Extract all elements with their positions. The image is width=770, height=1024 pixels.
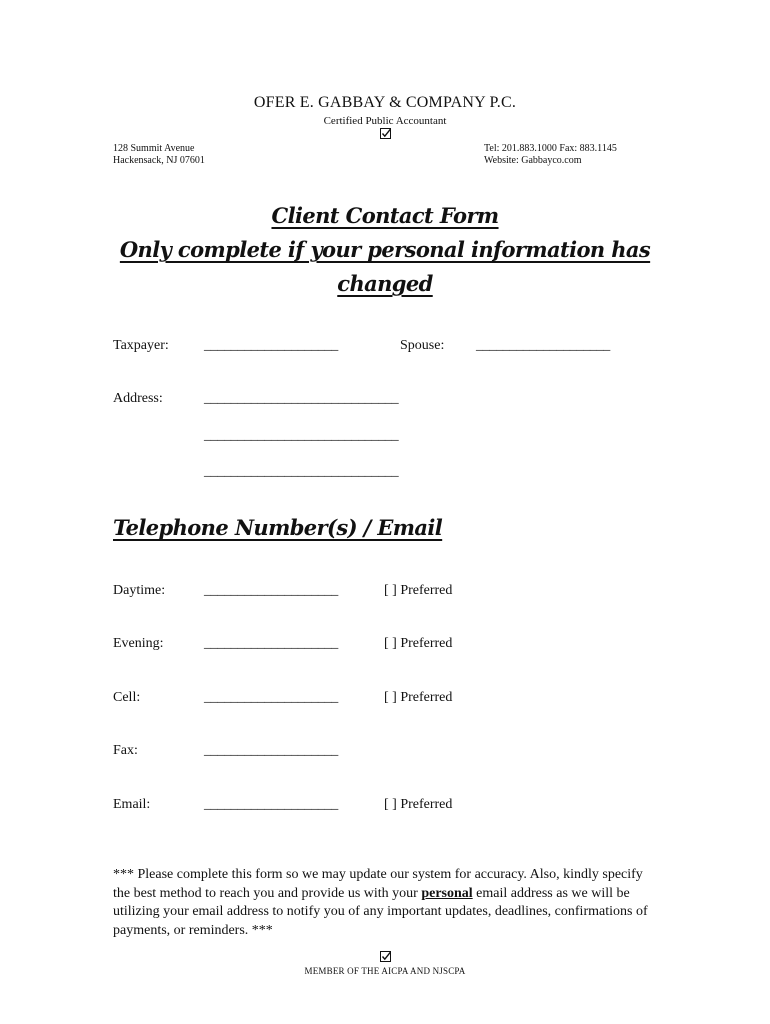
note-text-2: email address as we will be utilizing your email address to notify you of any important updates, deadlines, confirmations of payments, or reminders. *** bbox=[113, 885, 648, 938]
office-address bbox=[113, 143, 205, 167]
fax-field[interactable]: ____________________ bbox=[204, 743, 339, 758]
fax-label: Fax: bbox=[113, 743, 138, 758]
spouse-field[interactable]: ____________________ bbox=[476, 338, 611, 353]
address-field-line-2[interactable]: _____________________________ bbox=[204, 428, 399, 443]
address-label: Address: bbox=[113, 391, 163, 406]
cell-label: Cell: bbox=[113, 690, 141, 705]
note-emphasis: personal bbox=[421, 885, 473, 901]
membership-footer: MEMBER OF THE AICPA AND NJSCPA bbox=[304, 966, 466, 976]
contact-info bbox=[484, 143, 617, 167]
evening-preferred-checkbox[interactable]: [ ] Preferred bbox=[384, 636, 453, 651]
cell-field[interactable]: ____________________ bbox=[204, 690, 339, 705]
email-field[interactable]: ____________________ bbox=[204, 797, 339, 812]
firm-subtitle: Certified Public Accountant bbox=[323, 115, 447, 127]
cell-preferred-checkbox[interactable]: [ ] Preferred bbox=[384, 690, 453, 705]
address-line-2: Hackensack, NJ 07601 bbox=[113, 155, 205, 166]
website: Website: Gabbayco.com bbox=[484, 155, 582, 166]
firm-name: OFER E. GABBAY & COMPANY P.C. bbox=[253, 94, 517, 111]
evening-field[interactable]: ____________________ bbox=[204, 636, 339, 651]
address-field-line-3[interactable]: _____________________________ bbox=[204, 464, 399, 479]
phone-email-heading: Telephone Number(s) / Email bbox=[113, 515, 443, 540]
checkbox-checked-icon bbox=[380, 128, 391, 139]
form-subtitle-line-1: Only complete if your personal information has bbox=[119, 237, 651, 262]
email-label: Email: bbox=[113, 797, 151, 812]
note-text-1: *** Please complete this form so we may update our system for accuracy. Also, kindly specify the best method to reach you and provide us with your bbox=[113, 867, 643, 901]
instructions-note bbox=[113, 866, 658, 940]
evening-label: Evening: bbox=[113, 636, 164, 651]
form-subtitle-line-2: changed bbox=[337, 271, 433, 296]
address-line-1: 128 Summit Avenue bbox=[113, 143, 195, 154]
checkbox-checked-icon bbox=[380, 951, 391, 962]
taxpayer-field[interactable]: ____________________ bbox=[204, 338, 339, 353]
daytime-label: Daytime: bbox=[113, 583, 166, 598]
email-preferred-checkbox[interactable]: [ ] Preferred bbox=[384, 797, 453, 812]
daytime-preferred-checkbox[interactable]: [ ] Preferred bbox=[384, 583, 453, 598]
spouse-label: Spouse: bbox=[400, 338, 445, 353]
daytime-field[interactable]: ____________________ bbox=[204, 583, 339, 598]
tel-fax: Tel: 201.883.1000 Fax: 883.1145 bbox=[484, 143, 617, 154]
taxpayer-label: Taxpayer: bbox=[113, 338, 169, 353]
address-field-line-1[interactable]: _____________________________ bbox=[204, 391, 399, 406]
form-title: Client Contact Form bbox=[271, 203, 499, 228]
